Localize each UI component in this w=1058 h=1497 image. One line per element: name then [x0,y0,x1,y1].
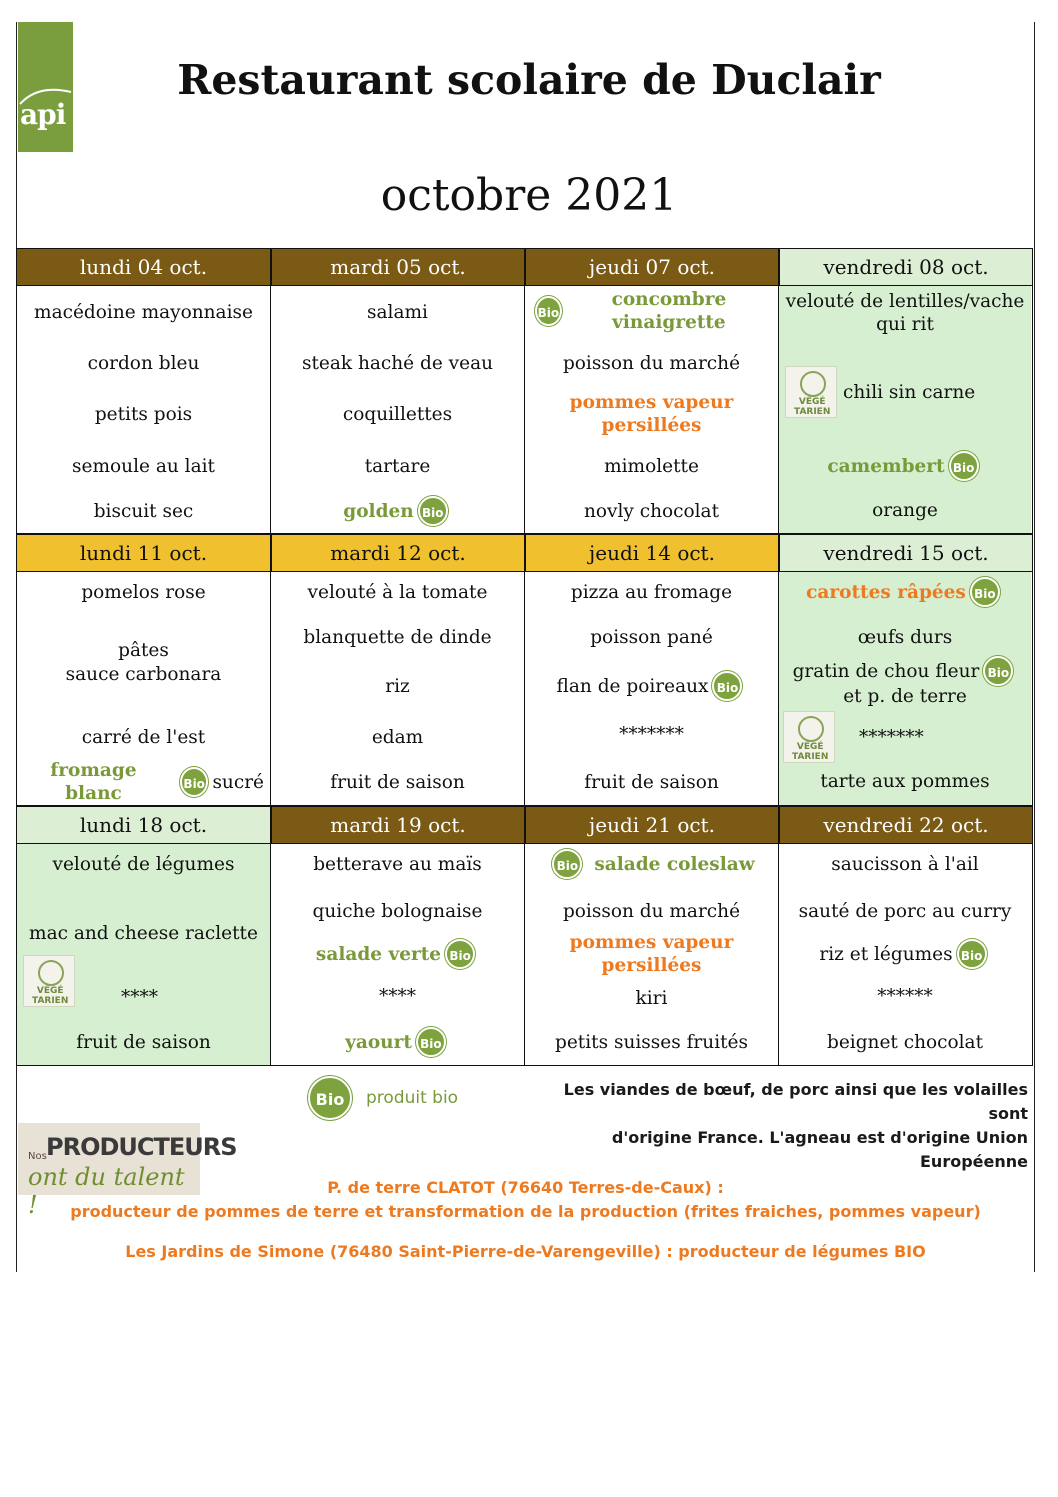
menu-item: concombre vinaigrette [611,289,727,333]
day-column [525,572,779,805]
menu-item: fromage blanc [50,760,137,804]
bio-icon: Bio [552,849,582,879]
menu-item: flan de poireaux [556,675,709,697]
origin-line: Les viandes de bœuf, de porc ainsi que les volailles sont [563,1080,1028,1123]
day-header: vendredi 22 oct. [779,806,1033,844]
menu-item: novly chocolat [583,500,720,522]
day-header: jeudi 07 oct. [525,248,779,286]
menu-item: edam [371,726,424,748]
menu-item: gratin de chou fleur [792,660,980,682]
menu-item: mac and cheese raclette [29,922,258,944]
vege-line1: VÉGÉ [36,986,64,996]
menu-item: pommes vapeur persillées [569,932,734,976]
vegetarian-label [32,986,68,1006]
menu-item: velouté de légumes [52,853,235,875]
day-column [271,286,525,533]
vege-line2: TARIEN [32,996,69,1006]
menu-item: blanquette de dinde [303,626,492,648]
menu-item: œufs durs [857,626,953,648]
menu-item: pommes vapeur persillées [569,392,734,436]
menu-item: pizza au fromage [570,581,733,603]
menu-item: fruit de saison [76,1031,211,1053]
vegetarian-ring-icon [800,371,826,397]
menu-item: velouté à la tomate [307,581,488,603]
vege-line2: TARIEN [792,752,829,762]
vegetarian-ring-icon [38,960,64,986]
menu-item: tartare [364,455,431,477]
vegetarian-icon [783,711,835,763]
menu-item-row [525,847,778,881]
menu-item-row [525,669,778,703]
meat-origin-note [528,1078,1028,1174]
page-title: Restaurant scolaire de Duclair [177,56,881,104]
menu-item-row [271,1025,524,1059]
menu-item-row [779,658,1031,684]
menu-item-row [17,954,270,1008]
producers-logo-nos: Nos [28,1151,47,1162]
bio-icon: Bio [712,671,742,701]
day-column [779,286,1031,533]
menu-item-row [779,449,1031,483]
week-3 [16,806,1033,1066]
vege-line1: VÉGÉ [796,742,824,752]
menu-item: petits pois [94,403,193,425]
day-column [17,844,271,1065]
menu-item: poisson du marché [562,352,741,374]
menu-item: biscuit sec [93,500,194,522]
bio-legend [304,1076,458,1120]
menu-item: beignet chocolat [826,1031,984,1053]
menu-item: cordon bleu [87,352,200,374]
menu-item: macédoine mayonnaise [34,301,253,323]
menu-item: salade coleslaw [594,853,755,875]
vegetarian-ring-icon [798,716,824,742]
menu-item-row [779,710,1031,764]
vegetarian-label [792,742,828,762]
producer-line: Les Jardins de Simone (76480 Saint-Pierre-de-Varengeville) : producteur de légumes BIO [125,1242,926,1261]
menu-item: fruit de saison [584,771,719,793]
menu-item: camembert [827,455,945,477]
day-column [17,572,271,805]
bio-icon: Bio [308,1076,352,1120]
day-column [271,844,525,1065]
page-subtitle: octobre 2021 [380,170,678,221]
vege-line2: TARIEN [794,407,831,417]
menu-item: sucré [212,771,264,793]
menu-item: sauté de porc au curry [798,900,1012,922]
menu-item: orange [872,499,938,521]
day-column [525,286,779,533]
week-2 [16,534,1033,806]
menu-item: pâtes [118,639,169,661]
menu-item: riz [385,675,410,697]
menu-item: velouté de lentilles/vache qui rit [785,291,1025,335]
menu-item-row [779,937,1031,971]
day-column [779,844,1031,1065]
menu-item: carottes râpées [806,581,966,603]
menu-item: ******* [859,726,924,748]
menu-item-row [779,575,1031,609]
menu-item: coquillettes [342,403,453,425]
week-1 [16,248,1033,534]
bio-icon: Bio [970,577,1000,607]
menu-item: et p. de terre [843,685,967,707]
producer-line: P. de terre CLATOT (76640 Terres-de-Caux) : [327,1178,724,1197]
menu-item: fruit de saison [330,771,465,793]
bio-legend-label: produit bio [366,1088,459,1108]
vege-line1: VÉGÉ [798,397,826,407]
bio-icon: Bio [416,1027,446,1057]
menu-item: betterave au maïs [313,853,482,875]
bio-icon: Bio [418,496,448,526]
day-header: lundi 18 oct. [16,806,271,844]
day-column [271,572,525,805]
day-header: vendredi 08 oct. [779,248,1033,286]
menu-item: semoule au lait [72,455,215,477]
menu-item-row [271,494,524,528]
bio-icon: Bio [535,296,562,326]
bio-icon: Bio [180,767,209,797]
vegetarian-icon [23,955,75,1007]
menu-item: ****** [877,985,933,1007]
menu-item: poisson pané [590,626,713,648]
menu-item: carré de l'est [81,726,206,748]
bio-icon: Bio [445,939,475,969]
menu-item: kiri [635,987,668,1009]
day-header: lundi 11 oct. [16,534,271,572]
menu-item: **** [121,986,158,1008]
day-header: mardi 12 oct. [271,534,525,572]
menu-item-row [525,289,778,333]
menu-item: mimolette [604,455,699,477]
menu-item: quiche bolognaise [312,900,483,922]
menu-item: **** [379,985,416,1007]
menu-item: golden [343,500,414,522]
menu-item: poisson du marché [562,900,741,922]
menu-item: tarte aux pommes [820,770,990,792]
bio-icon: Bio [957,939,987,969]
menu-item-row [779,364,1031,420]
vegetarian-label [794,397,830,417]
menu-item: salade verte [315,943,442,965]
origin-line: d'origine France. L'agneau est d'origine Union Européenne [611,1128,1028,1171]
day-header: jeudi 21 oct. [525,806,779,844]
menu-item-row [271,937,524,971]
producers-logo-tagline: ont du talent ! [28,1163,185,1219]
menu-item: petits suisses fruités [555,1031,748,1053]
menu-item-row [17,760,270,804]
menu-item: salami [367,301,428,323]
menu-item: steak haché de veau [301,352,494,374]
day-column [17,286,271,533]
day-header: vendredi 15 oct. [779,534,1033,572]
menu-item: yaourt [345,1031,412,1053]
day-header: jeudi 14 oct. [525,534,779,572]
day-column [779,572,1031,805]
menu-item: sauce carbonara [65,663,222,685]
day-header: lundi 04 oct. [16,248,271,286]
day-header: mardi 19 oct. [271,806,525,844]
menu-item: chili sin carne [843,381,976,403]
menu-grid [16,248,1033,1066]
menu-item: saucisson à l'ail [831,853,979,875]
vegetarian-icon [785,366,837,418]
logo-text: api [20,98,66,131]
day-column [525,844,779,1065]
menu-item: pomelos rose [81,581,206,603]
bio-icon: Bio [949,451,979,481]
day-header: mardi 05 oct. [271,248,525,286]
producers-logo-title: PRODUCTEURS [46,1133,237,1161]
menu-item: ******* [619,723,684,745]
bio-icon: Bio [983,656,1013,686]
menu-item: riz et légumes [819,943,953,965]
producer-line: producteur de pommes de terre et transformation de la production (frites fraiches, pommes vapeur) [70,1202,981,1221]
